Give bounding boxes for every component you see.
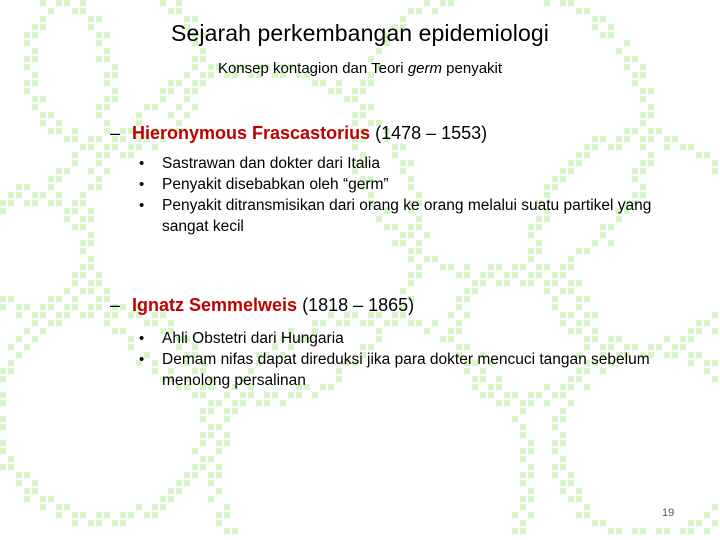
bullet-dot: • xyxy=(139,155,145,172)
section-frascastorius xyxy=(110,121,680,235)
person-name: Ignatz Semmelweis xyxy=(132,295,298,315)
bullet-text: Penyakit ditransmisikan dari orang ke orang melalui suatu partikel yang sangat kecil xyxy=(162,197,652,235)
bullet-item xyxy=(128,174,688,195)
bullet-dot: • xyxy=(139,197,145,214)
bullet-item xyxy=(128,349,688,391)
dash-bullet: – xyxy=(110,123,121,143)
bullet-list xyxy=(128,153,688,237)
bullet-dot: • xyxy=(139,176,145,193)
bullet-item xyxy=(128,195,688,237)
bullet-dot: • xyxy=(139,351,145,368)
section-heading xyxy=(110,293,680,317)
person-years: (1478 – 1553) xyxy=(375,123,488,143)
person-years: (1818 – 1865) xyxy=(302,295,415,315)
bullet-dot: • xyxy=(139,330,145,347)
slide-title: Sejarah perkembangan epidemiologi xyxy=(171,20,549,46)
section-semmelweis xyxy=(110,293,680,389)
bullet-text: Demam nifas dapat direduksi jika para dokter mencuci tangan sebelum menolong persalinan xyxy=(162,351,650,389)
subtitle-emphasis: germ xyxy=(407,60,442,77)
subtitle-text-start: Konsep kontagion dan Teori xyxy=(217,60,408,77)
dash-bullet: – xyxy=(110,295,121,315)
bullet-text: Sastrawan dan dokter dari Italia xyxy=(162,155,380,172)
bullet-item xyxy=(128,328,688,349)
subtitle-text-end: penyakit xyxy=(442,60,503,77)
bullet-list xyxy=(128,328,688,391)
bullet-text: Penyakit disebabkan oleh “germ” xyxy=(162,176,389,193)
person-name: Hieronymous Frascastorius xyxy=(132,123,371,143)
bullet-item xyxy=(128,153,688,174)
bullet-text: Ahli Obstetri dari Hungaria xyxy=(162,330,344,347)
section-heading xyxy=(110,121,680,145)
slide-subtitle xyxy=(0,60,720,77)
page-number: 19 xyxy=(662,507,675,519)
